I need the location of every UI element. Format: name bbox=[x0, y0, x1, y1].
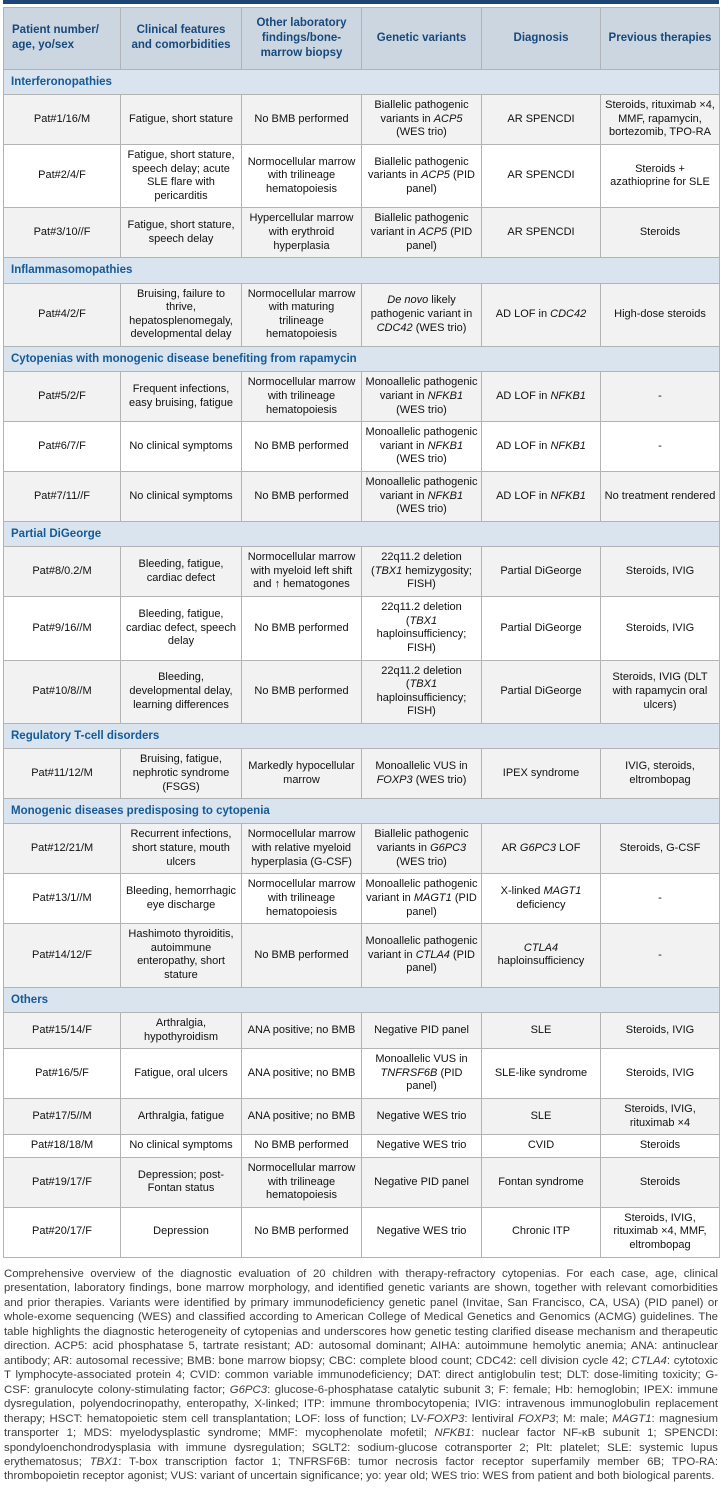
diagnosis-cell: Partial DiGeorge bbox=[482, 660, 601, 724]
patient-cell: Pat#16/5/F bbox=[4, 1049, 121, 1099]
diagnosis-cell: Partial DiGeorge bbox=[482, 547, 601, 597]
table-row bbox=[4, 1049, 720, 1099]
table-row bbox=[4, 874, 720, 924]
diagnosis-cell: Fontan syndrome bbox=[482, 1157, 601, 1207]
header-row bbox=[4, 8, 720, 70]
patient-cell: Pat#12/21/M bbox=[4, 824, 121, 874]
lab-cell: Normocellular marrow with maturing trilineage hematopoiesis bbox=[242, 283, 362, 347]
lab-cell: No BMB performed bbox=[242, 597, 362, 661]
table-row bbox=[4, 283, 720, 347]
therapies-cell: - bbox=[601, 422, 720, 472]
section-title: Cytopenias with monogenic disease benefiting from rapamycin bbox=[4, 347, 720, 372]
table-caption: Comprehensive overview of the diagnostic evaluation of 20 children with therapy-refractory cytopenias. For each case, age, clinical presentation, laboratory findings, bone marrow morphology, and identified genetic variants are shown, together with relevant comorbidities and prior therapies. Variants were identified by primary immunodeficiency genetic panel (Invitae, San Francisco, CA, USA) (PID panel) or whole-exome sequencing (WES) and classified according to American College of Medical Genetics and Genomics (ACMG) guidelines. The table highlights the diagnostic heterogeneity of cytopenias and underscores how genetic testing clarified disease mechanism and therapeutic direction. ACP5: acid phosphatase 5, tartrate resistant; AD: autosomal dominant; AIHA: autoimmune hemolytic anemia; ANA: antinuclear antibody; AR: autosomal recessive; BMB: bone marrow biopsy; CBC: complete blood count; CDC42: cell division cycle 42; CTLA4: cytotoxic T lymphocyte-associated protein 4; CVID: common variable immunodeficiency; DAT: direct antiglobulin test; DLT: dose-limiting toxicity; G-CSF: granulocyte colony-stimulating factor; G6PC3: glucose-6-phosphatase catalytic subunit 3; F: female; Hb: hemoglobin; IPEX: immune dysregulation, polyendocrinopathy, enteropathy, X-linked; ITP: immune thrombocytopenia; IVIG: intravenous immunoglobulin replacement therapy; HSCT: hematopoietic stem cell transplantation; LOF: loss of function; LV-FOXP3: lentiviral FOXP3; M: male; MAGT1: magnesium transporter 1; MDS: myelodysplastic syndrome; MMF: mycophenolate mofetil; NFKB1: nuclear factor NF-κB subunit 1; SPENCDI: spondyloenchondrodysplasia with immune dysregulation; SGLT2: sodium-glucose cotransporter 2; Plt: platelet; SLE: systemic lupus erythematosus; TBX1: T-box transcription factor 1; TNFRSF6B: tumor necrosis factor receptor superfamily member 6B; TPO-RA: thrombopoietin receptor agonist; VUS: variant of uncertain significance; yo: year old; WES trio: WES from patient and both biological parents. bbox=[4, 1267, 719, 1483]
genetic-cell: Negative WES trio bbox=[362, 1135, 482, 1158]
clinical-cell: Bruising, failure to thrive, hepatosplenomegaly, developmental delay bbox=[121, 283, 242, 347]
lab-cell: ANA positive; no BMB bbox=[242, 1049, 362, 1099]
patient-cell: Pat#9/16//M bbox=[4, 597, 121, 661]
clinical-cell: Frequent infections, easy bruising, fatigue bbox=[121, 372, 242, 422]
table-row bbox=[4, 472, 720, 522]
table-row bbox=[4, 824, 720, 874]
clinical-cell: Fatigue, oral ulcers bbox=[121, 1049, 242, 1099]
diagnosis-cell: SLE bbox=[482, 1012, 601, 1048]
patient-table bbox=[3, 7, 720, 1258]
table-row bbox=[4, 1135, 720, 1158]
lab-cell: ANA positive; no BMB bbox=[242, 1099, 362, 1135]
genetic-cell: 22q11.2 deletion (TBX1 hemizygosity; FISH) bbox=[362, 547, 482, 597]
table-row bbox=[4, 597, 720, 661]
diagnosis-cell: CVID bbox=[482, 1135, 601, 1158]
lab-cell: Hypercellular marrow with erythroid hyperplasia bbox=[242, 208, 362, 258]
diagnosis-cell: AD LOF in NFKB1 bbox=[482, 372, 601, 422]
table-row bbox=[4, 1012, 720, 1048]
genetic-cell: Negative WES trio bbox=[362, 1099, 482, 1135]
diagnosis-cell: AD LOF in NFKB1 bbox=[482, 422, 601, 472]
therapies-cell: Steroids, IVIG bbox=[601, 1049, 720, 1099]
therapies-cell: High-dose steroids bbox=[601, 283, 720, 347]
lab-cell: Markedly hypocellular marrow bbox=[242, 749, 362, 799]
genetic-cell: Negative WES trio bbox=[362, 1207, 482, 1257]
clinical-cell: Arthralgia, fatigue bbox=[121, 1099, 242, 1135]
section-title: Inflammasomopathies bbox=[4, 258, 720, 283]
therapies-cell: Steroids bbox=[601, 1135, 720, 1158]
clinical-cell: Recurrent infections, short stature, mouth ulcers bbox=[121, 824, 242, 874]
diagnosis-cell: AR SPENCDI bbox=[482, 208, 601, 258]
table-header bbox=[4, 8, 720, 70]
section-title: Regulatory T-cell disorders bbox=[4, 724, 720, 749]
clinical-cell: Depression; post-Fontan status bbox=[121, 1157, 242, 1207]
table-row bbox=[4, 924, 720, 988]
section-title: Interferonopathies bbox=[4, 69, 720, 94]
diagnosis-cell: Partial DiGeorge bbox=[482, 597, 601, 661]
table-top-border bbox=[3, 0, 719, 4]
section-title: Monogenic diseases predisposing to cytopenia bbox=[4, 799, 720, 824]
table-row bbox=[4, 1099, 720, 1135]
column-header-therapies: Previous therapies bbox=[601, 8, 720, 70]
lab-cell: Normocellular marrow with relative myeloid hyperplasia (G-CSF) bbox=[242, 824, 362, 874]
clinical-cell: Fatigue, short stature, speech delay bbox=[121, 208, 242, 258]
patient-cell: Pat#4/2/F bbox=[4, 283, 121, 347]
section-row bbox=[4, 69, 720, 94]
clinical-cell: Hashimoto thyroiditis, autoimmune enteropathy, short stature bbox=[121, 924, 242, 988]
diagnosis-cell: CTLA4 haploinsufficiency bbox=[482, 924, 601, 988]
genetic-cell: Negative PID panel bbox=[362, 1012, 482, 1048]
table-row bbox=[4, 660, 720, 724]
clinical-cell: Bruising, fatigue, nephrotic syndrome (FSGS) bbox=[121, 749, 242, 799]
genetic-cell: Monoallelic pathogenic variant in CTLA4 (PID panel) bbox=[362, 924, 482, 988]
table-row bbox=[4, 1157, 720, 1207]
lab-cell: Normocellular marrow with trilineage hematopoiesis bbox=[242, 144, 362, 208]
therapies-cell: Steroids bbox=[601, 208, 720, 258]
genetic-cell: 22q11.2 deletion (TBX1 haploinsufficiency; FISH) bbox=[362, 597, 482, 661]
genetic-cell: Biallelic pathogenic variants in G6PC3 (WES trio) bbox=[362, 824, 482, 874]
genetic-cell: Monoallelic pathogenic variant in NFKB1 (WES trio) bbox=[362, 472, 482, 522]
clinical-cell: Bleeding, developmental delay, learning differences bbox=[121, 660, 242, 724]
genetic-cell: Monoallelic VUS in FOXP3 (WES trio) bbox=[362, 749, 482, 799]
section-row bbox=[4, 521, 720, 546]
table-row bbox=[4, 95, 720, 145]
lab-cell: No BMB performed bbox=[242, 1207, 362, 1257]
genetic-cell: 22q11.2 deletion (TBX1 haploinsufficiency; FISH) bbox=[362, 660, 482, 724]
therapies-cell: - bbox=[601, 372, 720, 422]
table-row bbox=[4, 372, 720, 422]
patient-cell: Pat#13/1//M bbox=[4, 874, 121, 924]
diagnosis-cell: AD LOF in NFKB1 bbox=[482, 472, 601, 522]
patient-cell: Pat#7/11//F bbox=[4, 472, 121, 522]
patient-cell: Pat#20/17/F bbox=[4, 1207, 121, 1257]
genetic-cell: Monoallelic pathogenic variant in NFKB1 (WES trio) bbox=[362, 372, 482, 422]
therapies-cell: Steroids bbox=[601, 1157, 720, 1207]
genetic-cell: Biallelic pathogenic variant in ACP5 (PID panel) bbox=[362, 208, 482, 258]
column-header-clinical: Clinical features and comorbidities bbox=[121, 8, 242, 70]
therapies-cell: Steroids, IVIG bbox=[601, 1012, 720, 1048]
patient-cell: Pat#18/18/M bbox=[4, 1135, 121, 1158]
diagnosis-cell: SLE bbox=[482, 1099, 601, 1135]
patient-cell: Pat#10/8//M bbox=[4, 660, 121, 724]
therapies-cell: Steroids, rituximab ×4, MMF, rapamycin, bortezomib, TPO-RA bbox=[601, 95, 720, 145]
section-row bbox=[4, 987, 720, 1012]
clinical-cell: Fatigue, short stature bbox=[121, 95, 242, 145]
column-header-lab: Other laboratory findings/bone-marrow biopsy bbox=[242, 8, 362, 70]
therapies-cell: Steroids, IVIG, rituximab ×4, MMF, eltrombopag bbox=[601, 1207, 720, 1257]
therapies-cell: - bbox=[601, 924, 720, 988]
patient-cell: Pat#17/5//M bbox=[4, 1099, 121, 1135]
lab-cell: No BMB performed bbox=[242, 1135, 362, 1158]
diagnosis-cell: SLE-like syndrome bbox=[482, 1049, 601, 1099]
clinical-cell: Fatigue, short stature, speech delay; acute SLE flare with pericarditis bbox=[121, 144, 242, 208]
lab-cell: No BMB performed bbox=[242, 924, 362, 988]
patient-cell: Pat#2/4/F bbox=[4, 144, 121, 208]
diagnosis-cell: AR SPENCDI bbox=[482, 144, 601, 208]
patient-cell: Pat#3/10//F bbox=[4, 208, 121, 258]
column-header-patient: Patient number/ age, yo/sex bbox=[4, 8, 121, 70]
therapies-cell: Steroids, IVIG bbox=[601, 597, 720, 661]
section-row bbox=[4, 724, 720, 749]
genetic-cell: Negative PID panel bbox=[362, 1157, 482, 1207]
genetic-cell: De novo likely pathogenic variant in CDC42 (WES trio) bbox=[362, 283, 482, 347]
table-body bbox=[4, 69, 720, 1257]
diagnosis-cell: AR G6PC3 LOF bbox=[482, 824, 601, 874]
diagnosis-cell: IPEX syndrome bbox=[482, 749, 601, 799]
genetic-cell: Monoallelic VUS in TNFRSF6B (PID panel) bbox=[362, 1049, 482, 1099]
lab-cell: Normocellular marrow with myeloid left shift and ↑ hematogones bbox=[242, 547, 362, 597]
column-header-genetic: Genetic variants bbox=[362, 8, 482, 70]
diagnosis-cell: AR SPENCDI bbox=[482, 95, 601, 145]
table-row bbox=[4, 547, 720, 597]
patient-cell: Pat#14/12/F bbox=[4, 924, 121, 988]
section-row bbox=[4, 258, 720, 283]
section-title: Others bbox=[4, 987, 720, 1012]
section-row bbox=[4, 799, 720, 824]
patient-cell: Pat#11/12/M bbox=[4, 749, 121, 799]
clinical-cell: No clinical symptoms bbox=[121, 422, 242, 472]
section-row bbox=[4, 347, 720, 372]
genetic-cell: Biallelic pathogenic variants in ACP5 (PID panel) bbox=[362, 144, 482, 208]
clinical-cell: Bleeding, hemorrhagic eye discharge bbox=[121, 874, 242, 924]
clinical-cell: Depression bbox=[121, 1207, 242, 1257]
clinical-cell: Arthralgia, hypothyroidism bbox=[121, 1012, 242, 1048]
patient-cell: Pat#19/17/F bbox=[4, 1157, 121, 1207]
lab-cell: No BMB performed bbox=[242, 472, 362, 522]
therapies-cell: No treatment rendered bbox=[601, 472, 720, 522]
clinical-cell: No clinical symptoms bbox=[121, 472, 242, 522]
clinical-cell: Bleeding, fatigue, cardiac defect bbox=[121, 547, 242, 597]
diagnosis-cell: Chronic ITP bbox=[482, 1207, 601, 1257]
column-header-diagnosis: Diagnosis bbox=[482, 8, 601, 70]
lab-cell: No BMB performed bbox=[242, 660, 362, 724]
clinical-cell: Bleeding, fatigue, cardiac defect, speech delay bbox=[121, 597, 242, 661]
table-row bbox=[4, 749, 720, 799]
therapies-cell: Steroids, IVIG, rituximab ×4 bbox=[601, 1099, 720, 1135]
genetic-cell: Monoallelic pathogenic variant in MAGT1 (PID panel) bbox=[362, 874, 482, 924]
diagnosis-cell: X-linked MAGT1 deficiency bbox=[482, 874, 601, 924]
diagnosis-cell: AD LOF in CDC42 bbox=[482, 283, 601, 347]
therapies-cell: Steroids, IVIG bbox=[601, 547, 720, 597]
genetic-cell: Monoallelic pathogenic variant in NFKB1 (WES trio) bbox=[362, 422, 482, 472]
clinical-cell: No clinical symptoms bbox=[121, 1135, 242, 1158]
patient-cell: Pat#5/2/F bbox=[4, 372, 121, 422]
table-row bbox=[4, 1207, 720, 1257]
patient-cell: Pat#6/7/F bbox=[4, 422, 121, 472]
lab-cell: Normocellular marrow with trilineage hematopoiesis bbox=[242, 1157, 362, 1207]
patient-cell: Pat#1/16/M bbox=[4, 95, 121, 145]
therapies-cell: - bbox=[601, 874, 720, 924]
therapies-cell: IVIG, steroids, eltrombopag bbox=[601, 749, 720, 799]
lab-cell: No BMB performed bbox=[242, 422, 362, 472]
section-title: Partial DiGeorge bbox=[4, 521, 720, 546]
therapies-cell: Steroids + azathioprine for SLE bbox=[601, 144, 720, 208]
table-row bbox=[4, 144, 720, 208]
lab-cell: Normocellular marrow with trilineage hematopoiesis bbox=[242, 372, 362, 422]
genetic-cell: Biallelic pathogenic variants in ACP5 (WES trio) bbox=[362, 95, 482, 145]
lab-cell: ANA positive; no BMB bbox=[242, 1012, 362, 1048]
therapies-cell: Steroids, IVIG (DLT with rapamycin oral ulcers) bbox=[601, 660, 720, 724]
patient-cell: Pat#15/14/F bbox=[4, 1012, 121, 1048]
lab-cell: No BMB performed bbox=[242, 95, 362, 145]
table-row bbox=[4, 422, 720, 472]
lab-cell: Normocellular marrow with trilineage hematopoiesis bbox=[242, 874, 362, 924]
table-row bbox=[4, 208, 720, 258]
therapies-cell: Steroids, G-CSF bbox=[601, 824, 720, 874]
patient-cell: Pat#8/0.2/M bbox=[4, 547, 121, 597]
